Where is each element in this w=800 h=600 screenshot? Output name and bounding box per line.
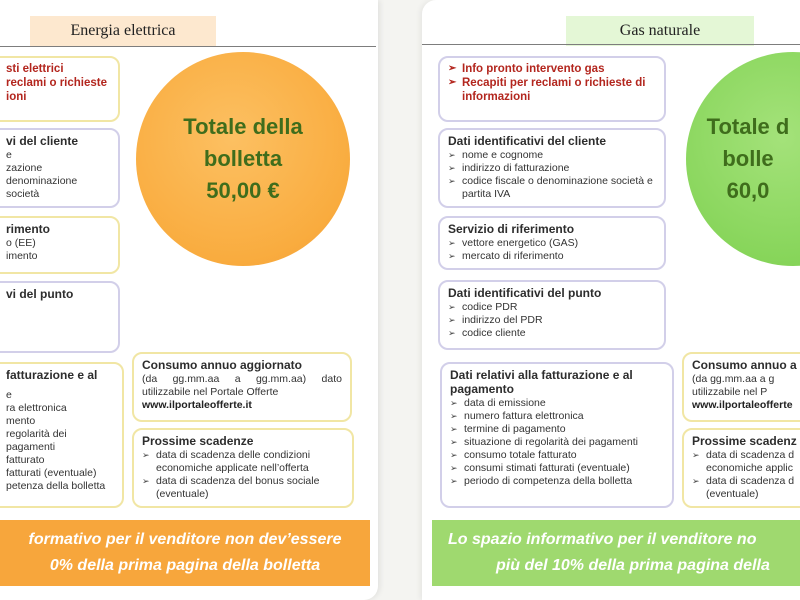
gas-deadlines-box [682, 428, 800, 508]
box-title: Consumo annuo a [692, 358, 797, 372]
list-item: ➢ periodo di competenza della bolletta [450, 475, 633, 487]
list-item: ➢ data di scadenza delle condizioni economiche applicate nell’offerta [142, 449, 311, 474]
list-item: reclami o richieste [6, 77, 107, 89]
arrow-bullet-icon: ➢ [448, 77, 457, 88]
arrow-bullet-icon: ➢ [450, 411, 458, 421]
list-item: denominazione società [6, 175, 78, 200]
gas-service-box [438, 216, 666, 270]
arrow-bullet-icon: ➢ [692, 476, 700, 486]
gas-title-rule [422, 44, 800, 45]
list-item: ra elettronica [6, 402, 67, 414]
list-item: ➢ data di scadenza d (eventuale) [692, 475, 795, 500]
electricity-contacts-box [0, 56, 120, 122]
list-item: ➢ Info pronto intervento gas [448, 63, 605, 75]
arrow-bullet-icon: ➢ [448, 63, 457, 74]
arrow-bullet-icon: ➢ [450, 476, 458, 486]
electricity-consumption-box [132, 352, 352, 422]
list-item: fatturato [6, 454, 45, 466]
banner-line1: formativo per il venditore non dev’essere [28, 531, 342, 548]
portal-link-text: www.ilportaleofferte [692, 399, 793, 411]
arrow-bullet-icon: ➢ [448, 150, 456, 160]
list-item: ➢ nome e cognome [448, 149, 544, 161]
list-item: ➢ data di scadenza d economiche applic [692, 449, 795, 474]
arrow-bullet-icon: ➢ [448, 302, 456, 312]
gas-client-box [438, 128, 666, 208]
list-item: ioni [6, 91, 27, 103]
electricity-billing-box [0, 362, 124, 508]
box-title: vi del cliente [6, 134, 79, 148]
gas-billing-box [440, 362, 674, 508]
electricity-deadlines-box [132, 428, 354, 508]
electricity-title: Energia elettrica [30, 16, 216, 46]
total-label-line1: Totale della [183, 114, 303, 139]
list-item: zazione [6, 162, 43, 174]
consumption-text: (da gg.mm.aa a g utilizzabile nel P [692, 373, 775, 398]
total-amount: 60,0 [726, 178, 770, 203]
gas-note-banner [432, 520, 800, 586]
list-item: ➢ indirizzo del PDR [448, 314, 543, 326]
banner-line2: 0% della prima pagina della bolletta [49, 557, 321, 574]
list-item: ➢ consumi stimati fatturati (eventuale) [450, 462, 630, 474]
list-item: ➢ termine di pagamento [450, 423, 566, 435]
banner-line2: più del 10% della prima pagina della [496, 557, 770, 574]
list-item: ➢ codice PDR [448, 301, 518, 313]
box-title: Prossime scadenz [692, 434, 797, 448]
list-item: ➢ codice cliente [448, 327, 526, 339]
banner-line1: Lo spazio informativo per il venditore no [448, 531, 757, 548]
electricity-total-circle [136, 52, 350, 266]
arrow-bullet-icon: ➢ [448, 176, 456, 186]
list-item: ➢ mercato di riferimento [448, 250, 564, 262]
arrow-bullet-icon: ➢ [142, 450, 150, 460]
list-item: ➢ numero fattura elettronica [450, 410, 584, 422]
total-label-line2: bolletta [203, 146, 283, 171]
list-item: mento [6, 415, 36, 427]
total-label-line2: bolle [722, 146, 774, 171]
electricity-service-box [0, 216, 120, 274]
list-item: sti elettrici [6, 63, 64, 75]
box-title: vi del punto [6, 287, 74, 301]
list-item: imento [6, 250, 38, 262]
gas-consumption-box [682, 352, 800, 422]
list-item: regolarità dei pagamenti [6, 428, 67, 453]
arrow-bullet-icon: ➢ [692, 450, 700, 460]
box-title: rimento [6, 222, 51, 236]
list-item: ➢ indirizzo di fatturazione [448, 162, 570, 174]
list-item: ➢ situazione di regolarità dei pagamenti [450, 436, 638, 448]
box-title: Dati identificativi del punto [448, 286, 602, 300]
consumption-text: (da gg.mm.aa a gg.mm.aa) dato utilizzabile nel Portale Offerte [142, 373, 342, 398]
box-title: Servizio di riferimento [448, 222, 575, 236]
arrow-bullet-icon: ➢ [450, 437, 458, 447]
arrow-bullet-icon: ➢ [448, 238, 456, 248]
box-title: Dati relativi alla fatturazione e al pagamento [450, 368, 633, 396]
arrow-bullet-icon: ➢ [448, 315, 456, 325]
arrow-bullet-icon: ➢ [448, 163, 456, 173]
list-item: ➢ codice fiscale o denominazione società e partita IVA [448, 175, 653, 200]
gas-title: Gas naturale [566, 16, 754, 46]
arrow-bullet-icon: ➢ [450, 450, 458, 460]
portal-link-text: www.ilportaleofferte.it [142, 399, 252, 411]
list-item: petenza della bolletta [6, 480, 106, 492]
electricity-title-rule [0, 46, 376, 47]
arrow-bullet-icon: ➢ [450, 424, 458, 434]
list-item: ➢ vettore energetico (GAS) [448, 237, 579, 249]
list-item: e [6, 149, 12, 161]
list-item: ➢ data di scadenza del bonus sociale (eventuale) [142, 475, 320, 500]
gas-contacts-box [438, 56, 666, 122]
box-title: Prossime scadenze [142, 434, 254, 448]
box-title: Consumo annuo aggiornato [142, 358, 302, 372]
list-item: o (EE) [6, 237, 36, 249]
arrow-bullet-icon: ➢ [450, 463, 458, 473]
box-title: Dati identificativi del cliente [448, 134, 607, 148]
electricity-point-box [0, 281, 120, 353]
arrow-bullet-icon: ➢ [448, 251, 456, 261]
arrow-bullet-icon: ➢ [142, 476, 150, 486]
list-item: fatturati (eventuale) [6, 467, 97, 479]
electricity-client-box [0, 128, 120, 208]
total-label-line1: Totale d [706, 114, 790, 139]
arrow-bullet-icon: ➢ [448, 328, 456, 338]
gas-point-box [438, 280, 666, 350]
list-item: ➢ Recapiti per reclami o richieste di informazioni [448, 77, 646, 103]
total-amount: 50,00 € [206, 178, 280, 203]
list-item: ➢ data di emissione [450, 397, 546, 409]
arrow-bullet-icon: ➢ [450, 398, 458, 408]
list-item: ➢ consumo totale fatturato [450, 449, 577, 461]
electricity-note-banner [0, 520, 370, 586]
list-item: e [6, 389, 12, 401]
box-title: fatturazione e al [6, 368, 98, 382]
